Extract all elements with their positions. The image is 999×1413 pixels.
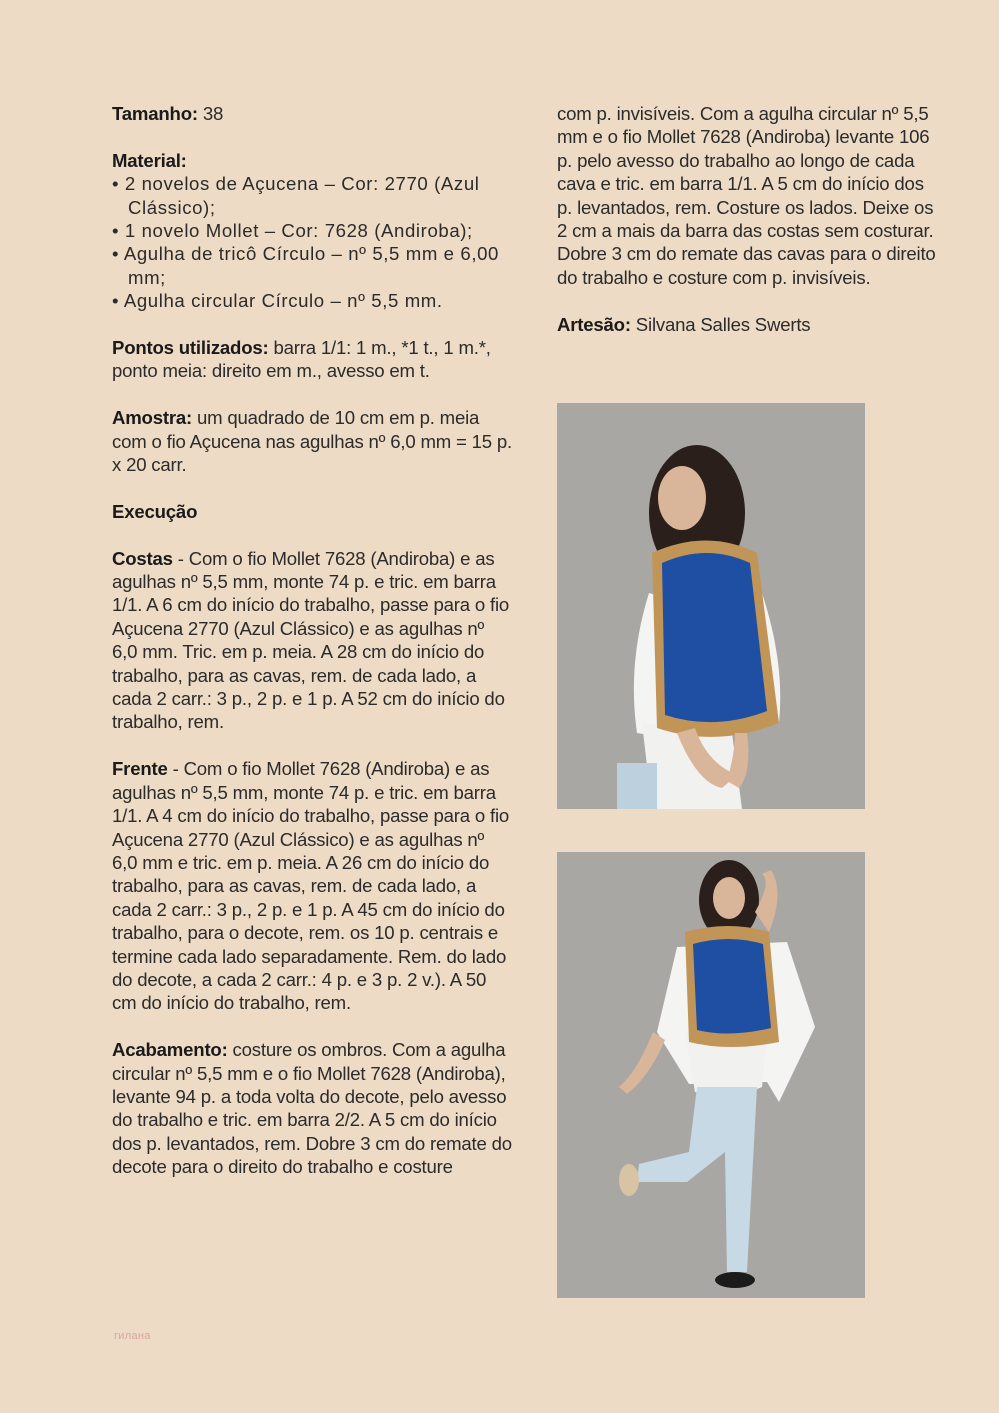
photo-front-view bbox=[557, 852, 865, 1298]
size-paragraph bbox=[112, 102, 512, 125]
back-paragraph bbox=[112, 547, 512, 734]
material-item: • 2 novelos de Açucena – Cor: 2770 (Azul Clássico); bbox=[112, 172, 512, 219]
material-item: • Agulha de tricô Círculo – nº 5,5 mm e 6,00 mm; bbox=[112, 242, 512, 289]
size-value: 38 bbox=[197, 103, 224, 124]
artisan-label: Artesão: bbox=[557, 313, 631, 335]
artisan-name: Silvana Salles Swerts bbox=[630, 313, 811, 335]
gauge-label: Amostra: bbox=[112, 407, 193, 429]
material-item: • Agulha circular Círculo – nº 5,5 mm. bbox=[112, 289, 512, 312]
stitches-label: Pontos utilizados: bbox=[112, 337, 269, 359]
finishing-label: Acabamento: bbox=[112, 1039, 228, 1061]
size-label: Tamanho: bbox=[112, 103, 198, 124]
execution-heading-wrap bbox=[112, 500, 512, 523]
finishing-continued: com p. invisíveis. Com a agulha circular nº 5,5 mm e o fio Mollet 7628 (Andiroba) levante 106 p. pelo avesso do trabalho ao longo de cada cava e tric. em barra 1/1. A 5 cm do início dos p. levantados, rem. Costure os lados. Deixe os 2 cm a mais da barra das costas sem costurar. Dobre 3 cm do remate das cavas para o direito do trabalho e costure com p. invisíveis. bbox=[557, 103, 936, 288]
stitches-text: barra 1/1: 1 m., *1 t., 1 m.*, ponto meia: direito em m., avesso em t. bbox=[112, 337, 491, 382]
front-text: - Com o fio Mollet 7628 (Andiroba) e as agulhas nº 5,5 mm, monte 74 p. e tric. em barra 1/1. A 4 cm do início do trabalho, passe para o fio Açucena 2770 (Azul Clássico) e as agulhas nº 6,0 mm e tric. em p. meia. A 26 cm do início do trabalho, para as cavas, rem. de cada lado, a cada 2 carr.: 3 p., 2 p. e 1 p. A 45 cm do início do trabalho, para o decote, rem. os 10 p. centrais e termine cada lado separadamente. Rem. do lado do decote, a cada 2 carr.: 4 p. e 3 p. 2 v.). A 50 cm do início do trabalho, rem. bbox=[112, 758, 510, 1014]
execution-heading: Execução bbox=[112, 500, 198, 522]
gauge-text: um quadrado de 10 cm em p. meia com o fio Açucena nas agulhas nº 6,0 mm = 15 p. x 20 carr. bbox=[112, 407, 512, 476]
material-heading: Material: bbox=[112, 149, 187, 171]
finishing-text: costure os ombros. Com a agulha circular nº 5,5 mm e o fio Mollet 7628 (Andiroba), levante 94 p. a toda volta do decote, pelo avesso do trabalho e tric. em barra 2/2. A 5 cm do início dos p. levantados, rem. Dobre 3 cm do remate do decote para o direito do trabalho e costure bbox=[112, 1039, 512, 1178]
back-label: Costas bbox=[112, 547, 173, 569]
stitches-paragraph bbox=[112, 336, 512, 383]
photo-back-view bbox=[557, 403, 865, 809]
photo-front-illustration bbox=[557, 852, 865, 1298]
material-list bbox=[112, 172, 512, 312]
left-column bbox=[112, 102, 512, 1202]
right-column bbox=[557, 102, 942, 359]
back-text: - Com o fio Mollet 7628 (Andiroba) e as agulhas nº 5,5 mm, monte 74 p. e tric. em barra 1/1. A 6 cm do início do trabalho, passe para o fio Açucena 2770 (Azul Clássico) e as agulhas nº 6,0 mm. Tric. em p. meia. A 28 cm do início do trabalho, para as cavas, rem. de cada lado, a cada 2 carr.: 3 p., 2 p. e 1 p. A 52 cm do início do trabalho, rem. bbox=[112, 547, 510, 733]
gauge-paragraph bbox=[112, 406, 512, 476]
material-item: • 1 novelo Mollet – Cor: 7628 (Andiroba); bbox=[112, 219, 512, 242]
photo-back-illustration bbox=[557, 403, 865, 809]
finishing-paragraph bbox=[112, 1038, 512, 1178]
artisan-paragraph bbox=[557, 313, 942, 336]
front-label: Frente bbox=[112, 758, 168, 780]
front-paragraph bbox=[112, 757, 512, 1014]
footer-watermark: гилана bbox=[114, 1330, 151, 1342]
